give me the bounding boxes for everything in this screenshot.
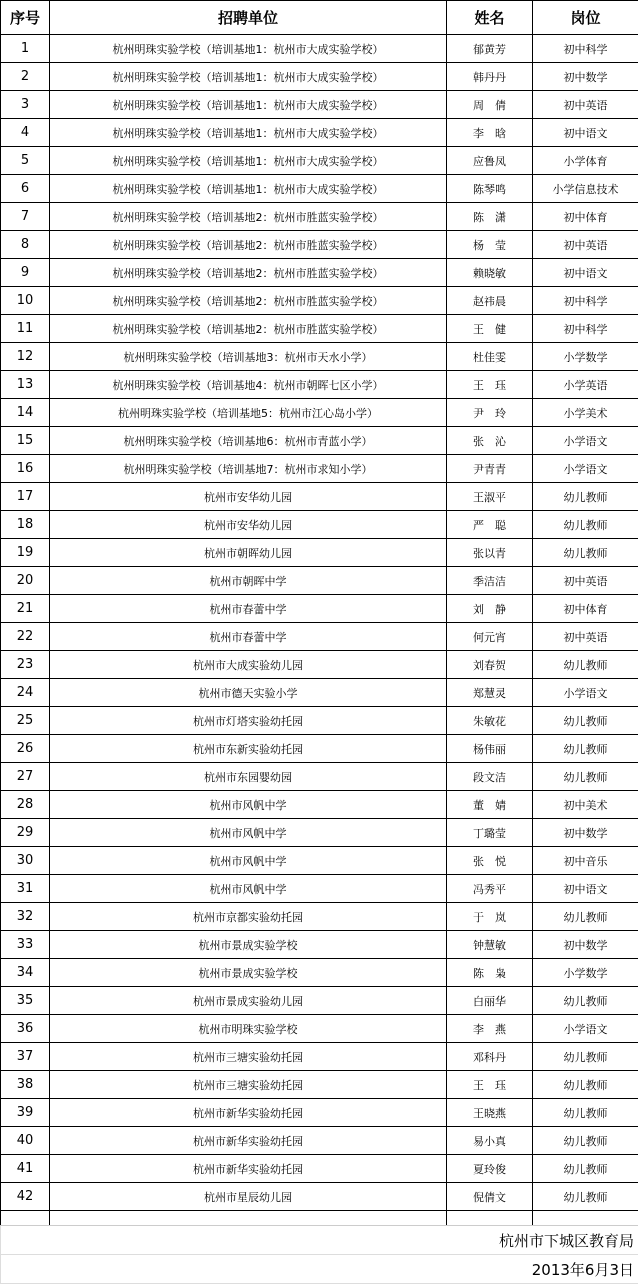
row-unit: 杭州市春蕾中学 xyxy=(50,623,447,651)
row-position: 幼儿教师 xyxy=(533,707,638,735)
row-name: 丁璐莹 xyxy=(447,819,533,847)
row-name: 尹 玲 xyxy=(447,399,533,427)
row-unit: 杭州明珠实验学校（培训基地4：杭州市朝晖七区小学） xyxy=(50,371,447,399)
row-position: 初中数学 xyxy=(533,63,638,91)
row-name: 周 倩 xyxy=(447,91,533,119)
row-index: 29 xyxy=(1,819,50,847)
row-position: 小学英语 xyxy=(533,371,638,399)
table-row xyxy=(1,1099,638,1127)
table-row xyxy=(1,847,638,875)
row-index: 24 xyxy=(1,679,50,707)
table-row xyxy=(1,427,638,455)
row-name: 段文洁 xyxy=(447,763,533,791)
row-index: 2 xyxy=(1,63,50,91)
row-unit: 杭州市景成实验幼儿园 xyxy=(50,987,447,1015)
row-position: 初中数学 xyxy=(533,931,638,959)
row-unit: 杭州明珠实验学校（培训基地1：杭州市大成实验学校） xyxy=(50,35,447,63)
table-row xyxy=(1,343,638,371)
row-name: 钟慧敏 xyxy=(447,931,533,959)
row-unit: 杭州明珠实验学校（培训基地1：杭州市大成实验学校） xyxy=(50,63,447,91)
row-index: 34 xyxy=(1,959,50,987)
table-row xyxy=(1,959,638,987)
spacer-cell xyxy=(1,1211,50,1226)
row-position: 幼儿教师 xyxy=(533,987,638,1015)
row-name: 杜佳雯 xyxy=(447,343,533,371)
row-name: 李 燕 xyxy=(447,1015,533,1043)
row-index: 42 xyxy=(1,1183,50,1211)
row-name: 董 婧 xyxy=(447,791,533,819)
row-unit: 杭州市景成实验学校 xyxy=(50,931,447,959)
spacer-cell xyxy=(50,1211,447,1226)
row-index: 37 xyxy=(1,1043,50,1071)
row-unit: 杭州市灯塔实验幼托园 xyxy=(50,707,447,735)
row-position: 小学语文 xyxy=(533,1015,638,1043)
issuer-text: 杭州市下城区教育局 xyxy=(50,1226,638,1255)
table-row xyxy=(1,791,638,819)
row-index: 31 xyxy=(1,875,50,903)
row-position: 小学数学 xyxy=(533,959,638,987)
spacer-cell xyxy=(533,1211,638,1226)
row-unit: 杭州明珠实验学校（培训基地2：杭州市胜蓝实验学校） xyxy=(50,315,447,343)
row-index: 17 xyxy=(1,483,50,511)
table-row xyxy=(1,511,638,539)
row-unit: 杭州明珠实验学校（培训基地2：杭州市胜蓝实验学校） xyxy=(50,287,447,315)
row-index: 3 xyxy=(1,91,50,119)
spacer-row xyxy=(1,1211,638,1226)
row-index: 9 xyxy=(1,259,50,287)
table-row xyxy=(1,931,638,959)
row-unit: 杭州明珠实验学校（培训基地1：杭州市大成实验学校） xyxy=(50,119,447,147)
row-unit: 杭州市景成实验学校 xyxy=(50,959,447,987)
row-position: 初中语文 xyxy=(533,119,638,147)
row-position: 初中语文 xyxy=(533,259,638,287)
table-row xyxy=(1,875,638,903)
row-position: 幼儿教师 xyxy=(533,539,638,567)
row-unit: 杭州明珠实验学校（培训基地1：杭州市大成实验学校） xyxy=(50,175,447,203)
table-body xyxy=(1,35,638,1211)
row-unit: 杭州明珠实验学校（培训基地7：杭州市求知小学） xyxy=(50,455,447,483)
row-index: 16 xyxy=(1,455,50,483)
table-row xyxy=(1,119,638,147)
row-position: 小学体育 xyxy=(533,147,638,175)
issuer-row xyxy=(1,1226,638,1255)
table-row xyxy=(1,63,638,91)
row-position: 初中数学 xyxy=(533,819,638,847)
row-index: 22 xyxy=(1,623,50,651)
row-name: 杨 莹 xyxy=(447,231,533,259)
row-position: 初中英语 xyxy=(533,91,638,119)
row-unit: 杭州市朝晖中学 xyxy=(50,567,447,595)
row-unit: 杭州明珠实验学校（培训基地1：杭州市大成实验学校） xyxy=(50,91,447,119)
row-position: 初中音乐 xyxy=(533,847,638,875)
table-row xyxy=(1,175,638,203)
table-row xyxy=(1,987,638,1015)
table-row xyxy=(1,623,638,651)
spacer-cell xyxy=(447,1211,533,1226)
row-unit: 杭州明珠实验学校（培训基地2：杭州市胜蓝实验学校） xyxy=(50,259,447,287)
row-index: 14 xyxy=(1,399,50,427)
row-index: 6 xyxy=(1,175,50,203)
row-position: 小学美术 xyxy=(533,399,638,427)
row-unit: 杭州明珠实验学校（培训基地6：杭州市青蓝小学） xyxy=(50,427,447,455)
header-row xyxy=(1,1,638,35)
row-position: 幼儿教师 xyxy=(533,1183,638,1211)
row-position: 小学语文 xyxy=(533,679,638,707)
table-row xyxy=(1,735,638,763)
date-row-blank xyxy=(1,1255,50,1284)
table-row xyxy=(1,819,638,847)
row-position: 幼儿教师 xyxy=(533,651,638,679)
row-name: 王晓燕 xyxy=(447,1099,533,1127)
row-index: 1 xyxy=(1,35,50,63)
row-index: 41 xyxy=(1,1155,50,1183)
table-row xyxy=(1,539,638,567)
row-unit: 杭州市星辰幼儿园 xyxy=(50,1183,447,1211)
row-index: 8 xyxy=(1,231,50,259)
row-name: 刘 静 xyxy=(447,595,533,623)
table-row xyxy=(1,567,638,595)
row-name: 冯秀平 xyxy=(447,875,533,903)
row-name: 王 珏 xyxy=(447,1071,533,1099)
row-unit: 杭州市安华幼儿园 xyxy=(50,511,447,539)
table-row xyxy=(1,1015,638,1043)
row-name: 倪倩文 xyxy=(447,1183,533,1211)
table-row xyxy=(1,371,638,399)
row-unit: 杭州市朝晖幼儿园 xyxy=(50,539,447,567)
row-index: 12 xyxy=(1,343,50,371)
row-index: 23 xyxy=(1,651,50,679)
row-index: 32 xyxy=(1,903,50,931)
table-row xyxy=(1,1071,638,1099)
table-row xyxy=(1,399,638,427)
row-name: 陈 枭 xyxy=(447,959,533,987)
table-row xyxy=(1,1155,638,1183)
row-name: 朱敏花 xyxy=(447,707,533,735)
row-position: 幼儿教师 xyxy=(533,1127,638,1155)
row-name: 王淑平 xyxy=(447,483,533,511)
row-position: 小学语文 xyxy=(533,455,638,483)
row-name: 杨伟丽 xyxy=(447,735,533,763)
row-index: 10 xyxy=(1,287,50,315)
table-row xyxy=(1,483,638,511)
table-row xyxy=(1,287,638,315)
row-name: 严 聪 xyxy=(447,511,533,539)
row-position: 初中科学 xyxy=(533,35,638,63)
table-row xyxy=(1,203,638,231)
row-index: 40 xyxy=(1,1127,50,1155)
row-position: 幼儿教师 xyxy=(533,1071,638,1099)
row-name: 何元宵 xyxy=(447,623,533,651)
table-row xyxy=(1,35,638,63)
table-row xyxy=(1,679,638,707)
row-position: 幼儿教师 xyxy=(533,903,638,931)
row-index: 35 xyxy=(1,987,50,1015)
row-index: 21 xyxy=(1,595,50,623)
row-name: 张 沁 xyxy=(447,427,533,455)
row-unit: 杭州明珠实验学校（培训基地5：杭州市江心岛小学） xyxy=(50,399,447,427)
row-name: 王 健 xyxy=(447,315,533,343)
row-index: 27 xyxy=(1,763,50,791)
row-position: 幼儿教师 xyxy=(533,1099,638,1127)
row-name: 郁黄芳 xyxy=(447,35,533,63)
row-unit: 杭州明珠实验学校（培训基地3：杭州市天水小学） xyxy=(50,343,447,371)
row-unit: 杭州市大成实验幼儿园 xyxy=(50,651,447,679)
issuer-row-blank xyxy=(1,1226,50,1255)
row-unit: 杭州市京都实验幼托园 xyxy=(50,903,447,931)
row-index: 19 xyxy=(1,539,50,567)
row-unit: 杭州市明珠实验学校 xyxy=(50,1015,447,1043)
row-position: 初中科学 xyxy=(533,315,638,343)
row-unit: 杭州市风帆中学 xyxy=(50,875,447,903)
row-index: 11 xyxy=(1,315,50,343)
header-index: 序号 xyxy=(1,1,50,35)
row-name: 张 悦 xyxy=(447,847,533,875)
date-row xyxy=(1,1255,638,1284)
row-unit: 杭州市风帆中学 xyxy=(50,819,447,847)
table-row xyxy=(1,1183,638,1211)
row-unit: 杭州明珠实验学校（培训基地2：杭州市胜蓝实验学校） xyxy=(50,231,447,259)
row-position: 幼儿教师 xyxy=(533,511,638,539)
table-row xyxy=(1,147,638,175)
row-name: 季洁洁 xyxy=(447,567,533,595)
row-position: 初中英语 xyxy=(533,567,638,595)
table-row xyxy=(1,1043,638,1071)
row-position: 幼儿教师 xyxy=(533,1155,638,1183)
row-position: 小学语文 xyxy=(533,427,638,455)
row-unit: 杭州市春蕾中学 xyxy=(50,595,447,623)
row-index: 26 xyxy=(1,735,50,763)
row-name: 郑慧灵 xyxy=(447,679,533,707)
table-row xyxy=(1,455,638,483)
row-name: 李 晗 xyxy=(447,119,533,147)
row-unit: 杭州市新华实验幼托园 xyxy=(50,1099,447,1127)
row-name: 赖晓敏 xyxy=(447,259,533,287)
table-row xyxy=(1,763,638,791)
row-name: 易小真 xyxy=(447,1127,533,1155)
row-index: 18 xyxy=(1,511,50,539)
header-unit: 招聘单位 xyxy=(50,1,447,35)
row-position: 小学信息技术 xyxy=(533,175,638,203)
row-position: 初中美术 xyxy=(533,791,638,819)
row-position: 幼儿教师 xyxy=(533,483,638,511)
row-index: 39 xyxy=(1,1099,50,1127)
row-name: 夏玲俊 xyxy=(447,1155,533,1183)
row-name: 尹青青 xyxy=(447,455,533,483)
row-index: 20 xyxy=(1,567,50,595)
table-row xyxy=(1,91,638,119)
row-unit: 杭州明珠实验学校（培训基地1：杭州市大成实验学校） xyxy=(50,147,447,175)
row-unit: 杭州市新华实验幼托园 xyxy=(50,1155,447,1183)
row-index: 25 xyxy=(1,707,50,735)
date-text: 2013年6月3日 xyxy=(50,1255,638,1284)
row-index: 5 xyxy=(1,147,50,175)
row-index: 33 xyxy=(1,931,50,959)
row-name: 韩丹丹 xyxy=(447,63,533,91)
row-index: 7 xyxy=(1,203,50,231)
row-unit: 杭州市东园婴幼园 xyxy=(50,763,447,791)
row-unit: 杭州市德天实验小学 xyxy=(50,679,447,707)
row-position: 幼儿教师 xyxy=(533,735,638,763)
row-name: 赵祎晨 xyxy=(447,287,533,315)
row-index: 36 xyxy=(1,1015,50,1043)
header-name: 姓名 xyxy=(447,1,533,35)
table-row xyxy=(1,595,638,623)
row-position: 初中语文 xyxy=(533,875,638,903)
row-position: 初中体育 xyxy=(533,203,638,231)
row-name: 张以青 xyxy=(447,539,533,567)
table-row xyxy=(1,707,638,735)
row-unit: 杭州市风帆中学 xyxy=(50,847,447,875)
row-name: 王 珏 xyxy=(447,371,533,399)
row-unit: 杭州市三塘实验幼托园 xyxy=(50,1071,447,1099)
row-index: 28 xyxy=(1,791,50,819)
row-position: 初中英语 xyxy=(533,623,638,651)
row-position: 小学数学 xyxy=(533,343,638,371)
row-unit: 杭州市安华幼儿园 xyxy=(50,483,447,511)
row-unit: 杭州明珠实验学校（培训基地2：杭州市胜蓝实验学校） xyxy=(50,203,447,231)
row-index: 13 xyxy=(1,371,50,399)
row-name: 邓科丹 xyxy=(447,1043,533,1071)
row-name: 刘春贺 xyxy=(447,651,533,679)
row-position: 初中科学 xyxy=(533,287,638,315)
row-position: 初中体育 xyxy=(533,595,638,623)
header-position: 岗位 xyxy=(533,1,638,35)
row-position: 幼儿教师 xyxy=(533,763,638,791)
table-row xyxy=(1,315,638,343)
table-row xyxy=(1,1127,638,1155)
row-unit: 杭州市新华实验幼托园 xyxy=(50,1127,447,1155)
row-index: 30 xyxy=(1,847,50,875)
row-name: 陈琴鸣 xyxy=(447,175,533,203)
row-name: 于 岚 xyxy=(447,903,533,931)
table-row xyxy=(1,651,638,679)
row-index: 38 xyxy=(1,1071,50,1099)
row-unit: 杭州市东新实验幼托园 xyxy=(50,735,447,763)
row-index: 15 xyxy=(1,427,50,455)
row-unit: 杭州市三塘实验幼托园 xyxy=(50,1043,447,1071)
table-row xyxy=(1,259,638,287)
row-name: 应鲁凤 xyxy=(447,147,533,175)
row-name: 白丽华 xyxy=(447,987,533,1015)
row-name: 陈 潇 xyxy=(447,203,533,231)
row-unit: 杭州市风帆中学 xyxy=(50,791,447,819)
row-index: 4 xyxy=(1,119,50,147)
row-position: 幼儿教师 xyxy=(533,1043,638,1071)
table-row xyxy=(1,231,638,259)
table-row xyxy=(1,903,638,931)
row-position: 初中英语 xyxy=(533,231,638,259)
